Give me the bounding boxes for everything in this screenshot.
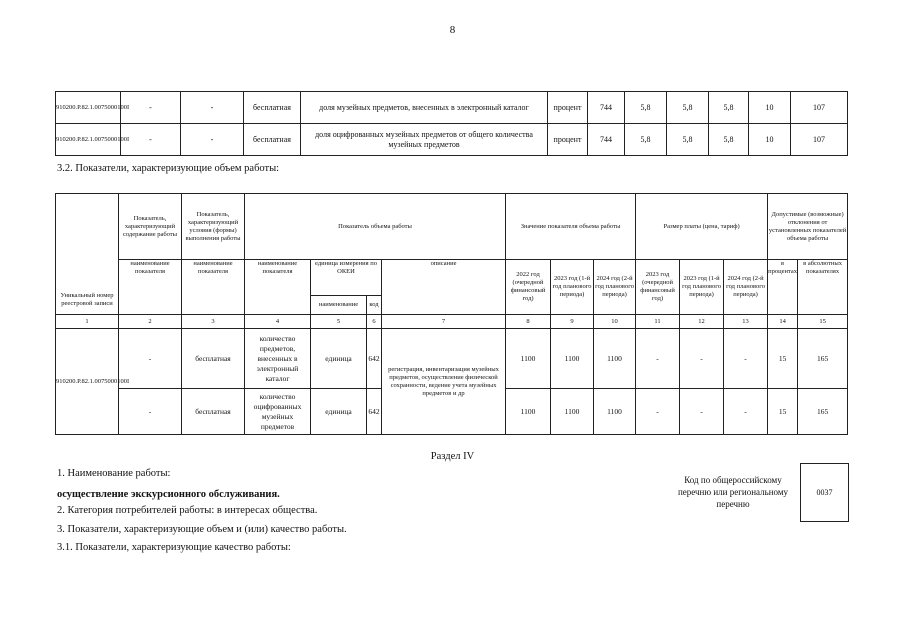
cell-fee-1: - [636,389,680,435]
table-row [56,124,848,156]
header-year-2023: 2023 год (1-й год планового периода) [551,260,594,315]
cell-unit: единица [311,389,367,435]
work-name-label: 1. Наименование работы: [57,468,171,479]
cell-deviation-percent: 15 [768,329,798,389]
cell-unit: процент [548,92,588,124]
header-indicator-name: наименование показателя [245,260,311,315]
header-in-absolute: в абсолютных показателях [798,260,848,315]
column-number: 4 [245,315,311,329]
header-volume-values: Значение показателя объема работы [506,194,636,260]
header-indicator-name: наименование показателя [119,260,182,315]
consumer-category: 2. Категория потребителей работы: в интересах общества. [57,505,318,516]
cell-2024: 5,8 [709,92,749,124]
header-content-indicator: Показатель, характеризующий содержание работы [119,194,182,260]
volume-table [55,193,848,435]
column-number: 13 [724,315,768,329]
header-in-percent: в процентах [768,260,798,315]
cell-fee-3: - [724,329,768,389]
cell-2022: 5,8 [625,124,667,156]
cell-indicator-1: - [121,92,181,124]
section-3-1-title: 3.1. Показатели, характеризующие качество работы: [57,542,291,553]
cell-fee-2: - [680,329,724,389]
cell-unit: единица [311,329,367,389]
column-number: 2 [119,315,182,329]
cell-fee-2: - [680,389,724,435]
cell-okei: 744 [588,92,625,124]
cell-okei: 642 [367,389,382,435]
cell-deviation-absolute: 165 [798,329,848,389]
header-fee-2023: 2023 год (1-й год планового периода) [680,260,724,315]
header-condition-indicator: Показатель, характеризующий условия (формы) выполнения работы [182,194,245,260]
page-number: 8 [449,24,456,36]
cell-condition: бесплатная [244,92,301,124]
header-fee-2024: 2024 год (2-й год планового периода) [724,260,768,315]
section-3-2-title: 3.2. Показатели, характеризующие объем работы: [57,163,280,174]
cell-deviation-percent: 10 [749,124,791,156]
quality-table [55,91,848,156]
header-volume-indicator: Показатель объема работы [245,194,506,260]
column-number: 3 [182,315,245,329]
cell-indicator-1: - [121,124,181,156]
column-number: 7 [382,315,506,329]
cell-fee-3: - [724,389,768,435]
column-number: 5 [311,315,367,329]
header-indicator-name: наименование показателя [182,260,245,315]
cell-condition: бесплатная [182,389,245,435]
cell-okei: 642 [367,329,382,389]
column-number: 9 [551,315,594,329]
header-year-2024: 2024 год (2-й год планового периода) [594,260,636,315]
registry-code-label: Код по общероссийскому перечню или региональному перечню [677,475,789,509]
cell-deviation-percent: 10 [749,92,791,124]
cell-description: регистрация, инвентаризация музейных предметов, осуществление физической сохранности, ведение учета музейных предметов и др [382,329,506,435]
cell-okei: 744 [588,124,625,156]
header-year-2022: 2022 год (очередной финансовый год) [506,260,551,315]
table-row [56,329,848,389]
cell-indicator-name: доля музейных предметов, внесенных в электронный каталог [301,92,548,124]
cell-indicator-2: - [181,92,244,124]
header-fee-size: Размер платы (цена, тариф) [636,194,768,260]
cell-deviation-absolute: 107 [791,124,848,156]
cell-indicator-name: доля оцифрованных музейных предметов от общего количества музейных предметов [301,124,548,156]
registry-code-value: 0037 [816,488,833,497]
section-iv-title: Раздел IV [430,451,475,462]
cell-indicator-2: - [181,124,244,156]
record-code: 910200.Р.82.1.0075000100I [56,92,121,124]
column-number-row [56,315,848,329]
header-fee-2022: 2023 год (очередной финансовый год) [636,260,680,315]
table-row [56,92,848,124]
cell-indicator: количество оцифрованных музейных предметов [245,389,311,435]
record-code: 910200.Р.82.1.0075000100I [56,124,121,156]
cell-deviation-percent: 15 [768,389,798,435]
cell-deviation-absolute: 165 [798,389,848,435]
volume-quality-heading: 3. Показатели, характеризующие объем и (или) качество работы. [57,524,347,535]
header-unit-okei: единица измерения по ОКЕИ [311,260,382,296]
column-number: 10 [594,315,636,329]
cell-condition: бесплатная [244,124,301,156]
cell-fee-1: - [636,329,680,389]
cell-content: - [119,389,182,435]
cell-2024: 1100 [594,389,636,435]
column-number: 11 [636,315,680,329]
cell-2023: 1100 [551,329,594,389]
record-code: 910200.Р.82.1.0075000100I [56,329,119,435]
cell-2022: 1100 [506,389,551,435]
cell-deviation-absolute: 107 [791,92,848,124]
cell-2022: 5,8 [625,92,667,124]
column-number: 1 [56,315,119,329]
header-row [56,260,848,296]
cell-unit: процент [548,124,588,156]
column-number: 8 [506,315,551,329]
cell-content: - [119,329,182,389]
cell-2023: 1100 [551,389,594,435]
cell-2023: 5,8 [667,92,709,124]
cell-indicator: количество предметов, внесенных в электронный каталог [245,329,311,389]
cell-2023: 5,8 [667,124,709,156]
cell-2022: 1100 [506,329,551,389]
cell-condition: бесплатная [182,329,245,389]
header-description: описание [382,260,506,315]
header-row [56,194,848,260]
column-number: 12 [680,315,724,329]
column-number: 15 [798,315,848,329]
column-number: 6 [367,315,382,329]
header-okei-code: код [367,296,382,315]
header-unique-number: Уникальный номер реестровой записи [56,194,119,315]
cell-2024: 1100 [594,329,636,389]
registry-code-box [800,463,849,522]
work-name: осуществление экскурсионного обслуживания. [57,489,280,500]
header-deviations: Допустимые (возможные) отклонения от установленных показателей объема работы [768,194,848,260]
cell-2024: 5,8 [709,124,749,156]
header-okei-name: наименование [311,296,367,315]
column-number: 14 [768,315,798,329]
